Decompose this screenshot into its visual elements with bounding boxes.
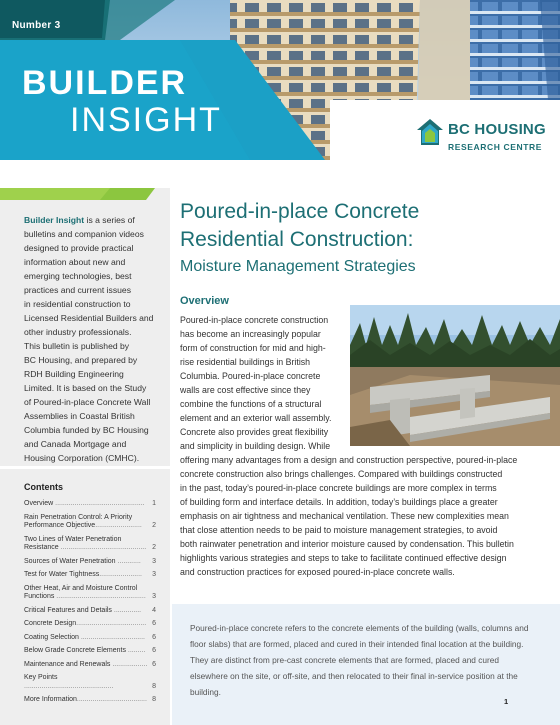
toc-page: 1 (152, 500, 156, 507)
intro-line: Licensed Residential Builders and (24, 313, 154, 323)
toc-page: 6 (152, 647, 156, 654)
toc-page: 3 (152, 593, 156, 600)
document-title-line2: Residential Construction: (180, 228, 414, 251)
logo-title: BC HOUSING (448, 121, 546, 138)
page-number: 1 (504, 697, 509, 706)
house-logo-icon (416, 118, 444, 146)
toc-item[interactable]: Coating Selection ................................. 6 (24, 633, 156, 641)
contents-title: Contents (24, 482, 63, 492)
brand-title-builder: BUILDER (22, 64, 188, 102)
toc-page: 2 (152, 522, 156, 529)
intro-line: bulletins and companion videos (24, 229, 144, 239)
overview-text-line: in the past, today’s poured-in-place concrete buildings are more complex in terms (180, 483, 497, 493)
toc-item[interactable]: Maintenance and Renewals .................. 6 (24, 660, 156, 668)
intro-line: Assemblies in Coastal British (24, 411, 135, 421)
intro-line: BC Housing, and prepared by (24, 355, 138, 365)
intro-line: is a series of (84, 215, 135, 225)
intro-line: and Canada Mortgage and (24, 439, 127, 449)
overview-text-line: combine the functions of a structural (180, 399, 322, 409)
toc-item[interactable]: Below Grade Concrete Elements ......... 6 (24, 647, 156, 654)
toc-page: 2 (152, 544, 156, 551)
overview-text-line: Poured-in-place concrete construction (180, 315, 329, 325)
overview-text-line: and construction practices for exposed poured-in-place concrete walls. (180, 567, 455, 577)
toc-item[interactable]: Two Lines of Water Penetration Resistance ............................................ 2 (24, 535, 156, 551)
toc-page: 4 (152, 606, 156, 614)
intro-line: other industry professionals. (24, 327, 132, 337)
intro-line: practices and current issues (24, 285, 131, 295)
toc-item[interactable]: Test for Water Tightness...................... 3 (24, 571, 156, 578)
toc-page: 3 (152, 557, 156, 565)
intro-line: information about new and (24, 257, 126, 267)
issue-number: Number 3 (12, 20, 61, 31)
sidebar-accent-bar (0, 188, 155, 200)
toc-item[interactable]: Other Heat, Air and Moisture Control Functions .............................................. 3 (24, 584, 156, 600)
toc-page: 8 (152, 682, 156, 690)
definition-callout-text: Poured-in-place concrete refers to the concrete elements of the building (walls, columns and floor slabs) that are formed, placed and cured in their intended final location at the building. They are distinct from pre-cast concrete elements that are formed, placed and cured elsewhere on the site, or off-site, and then relocated to their final in-service position at the building. (190, 623, 529, 697)
toc-page: 6 (152, 620, 156, 627)
header-banner (0, 0, 560, 160)
intro-line: Columbia funded by BC Housing (24, 425, 149, 435)
brand-title-insight: INSIGHT (70, 101, 222, 139)
overview-text-line: walls are cost effective since they (180, 385, 311, 395)
concrete-foundation-photo (350, 305, 560, 446)
overview-text-line: concrete construction also brings challenges. Compared with buildings constructed (180, 469, 503, 479)
overview-text-line: element and an exterior wall assembly. (180, 413, 332, 423)
logo-subtitle: RESEARCH CENTRE (448, 142, 543, 152)
toc-item[interactable]: Critical Features and Details .............. 4 (24, 606, 156, 614)
document-subtitle: Moisture Management Strategies (180, 258, 416, 275)
toc-item[interactable]: Concrete Design.................................... 6 (24, 620, 156, 627)
intro-lead: Builder Insight (24, 215, 85, 225)
toc-item[interactable]: Key Points .............................................. 8 (24, 674, 156, 690)
overview-text-line: emphasis on air tightness and mechanical ventilation. These new complexities mean (180, 511, 509, 521)
toc-item[interactable]: Sources of Water Penetration ............ 3 (24, 557, 156, 565)
overview-text-line: Concrete also provides great flexibility (180, 427, 329, 437)
toc-page: 6 (152, 633, 156, 641)
toc-item[interactable]: More Information.................................... 8 (24, 696, 156, 703)
document-title-line1: Poured-in-place Concrete (180, 200, 420, 223)
intro-line: in residential construction to (24, 299, 131, 309)
intro-line: Limited. It is based on the Study (24, 383, 147, 393)
overview-text-line: has become an increasingly popular (180, 329, 321, 339)
intro-line: designed to provide practical (24, 243, 134, 253)
toc-page: 3 (152, 571, 156, 578)
sidebar-divider (0, 466, 170, 469)
toc-item[interactable]: Rain Penetration Control: A Priority Performance Objective........................ 2 (24, 513, 156, 529)
sidebar-intro (24, 213, 158, 465)
table-of-contents (24, 500, 156, 710)
overview-text-line: rise residential buildings in British (180, 357, 311, 367)
overview-text-line: and simplicity in building design. While (180, 441, 331, 451)
intro-line: of Poured-in-place Concrete Wall (24, 397, 151, 407)
overview-text-line: both rainwater penetration and interior moisture caused by condensation. This bulletin (180, 539, 514, 549)
overview-text-line: highlights various strategies and steps to take to facilitate continued effective design (180, 553, 507, 563)
intro-line: RDH Building Engineering (24, 369, 124, 379)
toc-item[interactable]: Overview .............................................. 1 (24, 500, 156, 507)
toc-page: 8 (152, 696, 156, 703)
toc-page: 6 (152, 660, 156, 668)
intro-line: Housing Corporation (CMHC). (24, 453, 140, 463)
overview-text-line: form of construction for mid and high- (180, 343, 326, 353)
overview-heading: Overview (180, 295, 229, 307)
overview-text-line: offering many advantages from a design and construction perspective, poured-in-place (180, 455, 518, 465)
overview-text-line: that close attention needs to be paid to moisture management strategies, to avoid (180, 525, 498, 535)
intro-line: This bulletin is published by (24, 341, 130, 351)
overview-text-line: Columbia. Poured-in-place concrete (180, 371, 321, 381)
overview-text-line: of building form and interface details. In addition, today’s buildings place a greater (180, 497, 498, 507)
intro-line: emerging technologies, best (24, 271, 132, 281)
